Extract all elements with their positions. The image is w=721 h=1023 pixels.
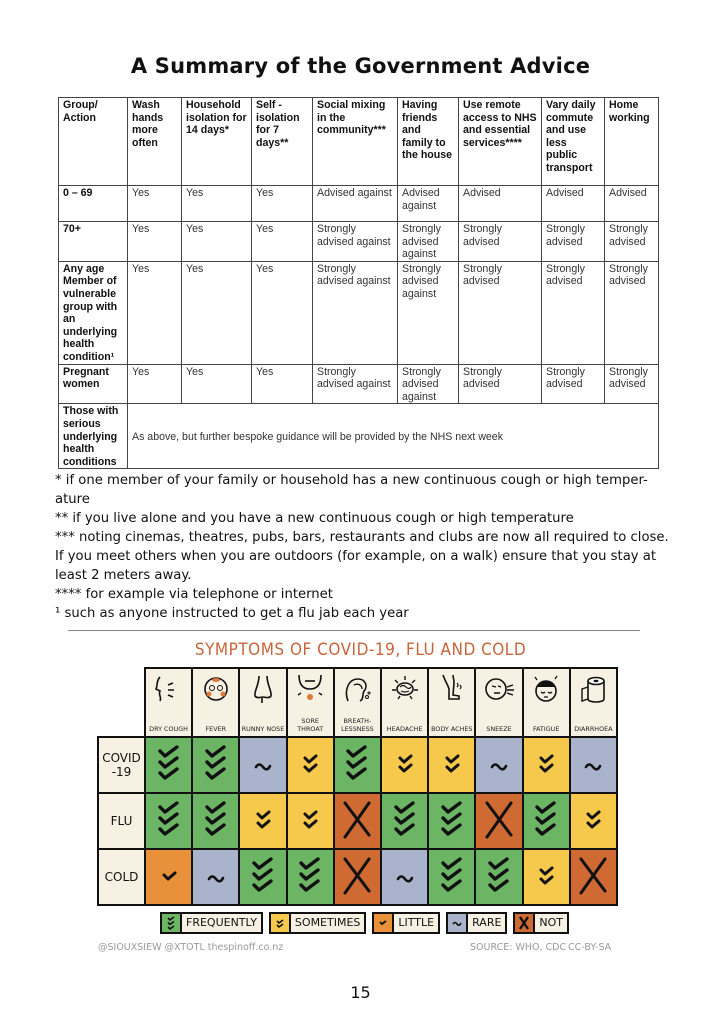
symptom-header [474,667,523,738]
symptom-cell-frequently [286,848,335,906]
footnotes [55,471,675,623]
symptom-cell-frequently [474,848,523,906]
table-cell: Yes [252,222,313,262]
row-group-label: 0 – 69 [59,186,128,222]
table-cell: Strongly advised against [313,364,398,404]
checkmark-icon [443,751,461,779]
nose-icon [246,673,280,705]
tilde-icon [254,756,272,775]
divider [68,630,640,631]
breathless-face-icon [340,673,374,705]
symptom-label: FATIGUE [532,725,560,733]
table-cell: Strongly advised [542,364,605,404]
legend-item-rare [446,912,507,934]
symptom-header [286,667,335,738]
table-cell: Strongly advised [605,222,659,262]
tilde-icon [207,868,225,887]
cross-icon [339,799,375,843]
symptom-cell-frequently [380,792,429,850]
table-cell: Yes [252,261,313,364]
footnote: ¹ such as anyone instructed to get a flu jab each year [55,606,409,621]
table-cell: Advised against [313,186,398,222]
table-cell: Yes [182,222,252,262]
checkmark-icon [155,743,183,787]
symptom-cell-rare [380,848,429,906]
legend-item-sometimes [269,912,366,934]
checkmark-icon [438,799,466,843]
legend-swatch-icon [374,914,394,932]
column-header: Social mixing in the community*** [313,98,398,186]
page-title: A Summary of the Government Advice [130,54,591,78]
condition-label: COVID -19 [97,736,146,794]
symptom-cell-frequently [333,736,382,794]
leg-icon [435,673,469,705]
tired-face-icon [529,673,563,705]
table-row [59,364,659,404]
symptom-header [238,667,287,738]
checkmark-icon [161,868,177,887]
condition-label: COLD [97,848,146,906]
page-number: 15 [350,983,371,1002]
checkmark-icon [296,855,324,899]
legend-label: NOT [539,916,564,929]
symptom-header [191,667,240,738]
symptom-cell-sometimes [238,792,287,850]
symptom-header [569,667,618,738]
credits-authors: @SIOUXSIEW @XTOTL thespinoff.co.nz [98,942,284,953]
table-cell: Strongly advised [542,261,605,364]
table-cell: Advised [459,186,542,222]
symptom-cell-frequently [144,736,193,794]
symptom-cell-not [569,848,618,906]
legend-item-not [513,912,569,934]
tilde-icon [396,868,414,887]
checkmark-icon [202,799,230,843]
checkmark-icon [396,751,414,779]
symptom-cell-rare [569,736,618,794]
checkmark-icon [254,807,272,835]
checkmark-icon [301,807,319,835]
symptom-cell-rare [474,736,523,794]
symptom-label: BREATH-LESSNESS [341,717,374,733]
symptom-cell-frequently [191,792,240,850]
symptom-cell-rare [191,848,240,906]
legend-label: SOMETIMES [294,916,361,929]
table-cell: Strongly advised against [313,261,398,364]
symptom-cell-frequently [427,792,476,850]
fever-face-icon [199,673,233,705]
checkmark-icon [537,751,555,779]
brain-icon [388,673,422,705]
footnote: ** if you live alone and you have a new continuous cough or high temperature [55,511,574,526]
symptom-cell-sometimes [522,848,571,906]
legend-label: FREQUENTLY [186,916,257,929]
table-cell: Strongly advised against [398,261,459,364]
legend-label: LITTLE [398,916,435,929]
checkmark-icon [584,807,602,835]
checkmark-icon [301,751,319,779]
advice-table [58,97,659,469]
tilde-icon [584,756,602,775]
footnote: *** noting cinemas, theatres, pubs, bars, restaurants and clubs are now all required to close. If you meet others when you are outdoors (for example, on a walk) ensure that you stay at least 2 meters away. [55,530,669,583]
table-row [59,222,659,262]
table-cell: Advised against [398,186,459,222]
credits-license: CC-BY-SA [568,942,612,953]
sneeze-face-icon [482,673,516,705]
checkmark-icon [202,743,230,787]
legend-swatch-icon [271,914,291,932]
column-header: Group/ Action [59,98,128,186]
legend-swatch-icon [448,914,468,932]
symptom-header [380,667,429,738]
symptom-label: BODY ACHES [431,725,473,733]
symptom-cell-frequently [238,848,287,906]
cough-face-icon [152,673,186,705]
table-cell: Yes [182,364,252,404]
table-cell: Yes [252,364,313,404]
credits-source: SOURCE: WHO, CDC [470,942,567,953]
symptom-cell-sometimes [569,792,618,850]
symptom-label: DIARRHOEA [574,725,613,733]
legend-label: RARE [472,916,502,929]
symptom-cell-sometimes [286,736,335,794]
row-group-label: Those with serious underlying health conditions [59,404,128,469]
legend [160,912,569,934]
cross-icon [575,855,611,899]
checkmark-icon [155,799,183,843]
symptom-cell-rare [238,736,287,794]
table-cell: Yes [128,186,182,222]
symptom-header [522,667,571,738]
table-cell: Yes [128,364,182,404]
table-cell: Strongly advised [605,261,659,364]
symptom-cell-frequently [144,792,193,850]
footnote: **** for example via telephone or internet [55,587,333,602]
checkmark-icon [438,855,466,899]
symptom-label: SNEEZE [486,725,512,733]
table-cell: Strongly advised against [398,222,459,262]
table-cell: Strongly advised [542,222,605,262]
row-group-label: Pregnant women [59,364,128,404]
table-cell: Strongly advised [605,364,659,404]
checkmark-icon [249,855,277,899]
table-cell: Advised [605,186,659,222]
column-header: Vary daily commute and use less public transport [542,98,605,186]
symptom-cell-not [474,792,523,850]
infographic-title: SYMPTOMS OF COVID-19, FLU AND COLD [194,640,527,660]
symptom-label: DRY COUGH [149,725,188,733]
symptom-cell-frequently [191,736,240,794]
cross-icon [339,855,375,899]
table-cell: Yes [128,261,182,364]
symptom-header [144,667,193,738]
table-cell: Strongly advised [459,364,542,404]
symptom-label: FEVER [205,725,227,733]
symptom-cell-sometimes [380,736,429,794]
checkmark-icon [343,743,371,787]
table-row [59,404,659,469]
symptom-cell-frequently [522,792,571,850]
symptom-label: SORE THROAT [297,717,324,733]
table-cell: Yes [182,186,252,222]
checkmark-icon [537,863,555,891]
symptom-label: RUNNY NOSE [241,725,285,733]
column-header: Home working [605,98,659,186]
column-header: Wash hands more often [128,98,182,186]
column-header: Household isolation for 14 days* [182,98,252,186]
row-group-label: 70+ [59,222,128,262]
symptom-cell-not [333,848,382,906]
checkmark-icon [391,799,419,843]
symptom-cell-sometimes [522,736,571,794]
symptom-cell-sometimes [286,792,335,850]
column-header: Having friends and family to the house [398,98,459,186]
toilet-roll-icon [576,673,610,705]
table-row [59,261,659,364]
symptom-cell-frequently [427,848,476,906]
symptom-label: HEADACHE [386,725,423,733]
symptom-cell-little [144,848,193,906]
table-cell: Strongly advised against [313,222,398,262]
symptom-cell-not [333,792,382,850]
table-cell: Yes [128,222,182,262]
column-header: Self - isolation for 7 days** [252,98,313,186]
table-cell: Strongly advised [459,222,542,262]
checkmark-icon [532,799,560,843]
table-cell: Yes [182,261,252,364]
symptom-header [427,667,476,738]
table-cell-note: As above, but further bespoke guidance will be provided by the NHS next week [128,404,659,469]
legend-swatch-icon [162,914,182,932]
throat-icon [293,673,327,705]
condition-label: FLU [97,792,146,850]
symptom-header [333,667,382,738]
tilde-icon [490,756,508,775]
table-row [59,186,659,222]
legend-swatch-icon [515,914,535,932]
table-cell: Strongly advised against [398,364,459,404]
checkmark-icon [485,855,513,899]
legend-item-little [372,912,440,934]
row-group-label: Any age Member of vulnerable group with an underlying health condition¹ [59,261,128,364]
table-cell: Yes [252,186,313,222]
footnote: * if one member of your family or household has a new continuous cough or high temper-ature [55,473,648,507]
table-cell: Advised [542,186,605,222]
table-cell: Strongly advised [459,261,542,364]
table-header-row [59,98,659,186]
legend-item-frequently [160,912,263,934]
symptom-cell-sometimes [427,736,476,794]
cross-icon [481,799,517,843]
column-header: Use remote access to NHS and essential services**** [459,98,542,186]
